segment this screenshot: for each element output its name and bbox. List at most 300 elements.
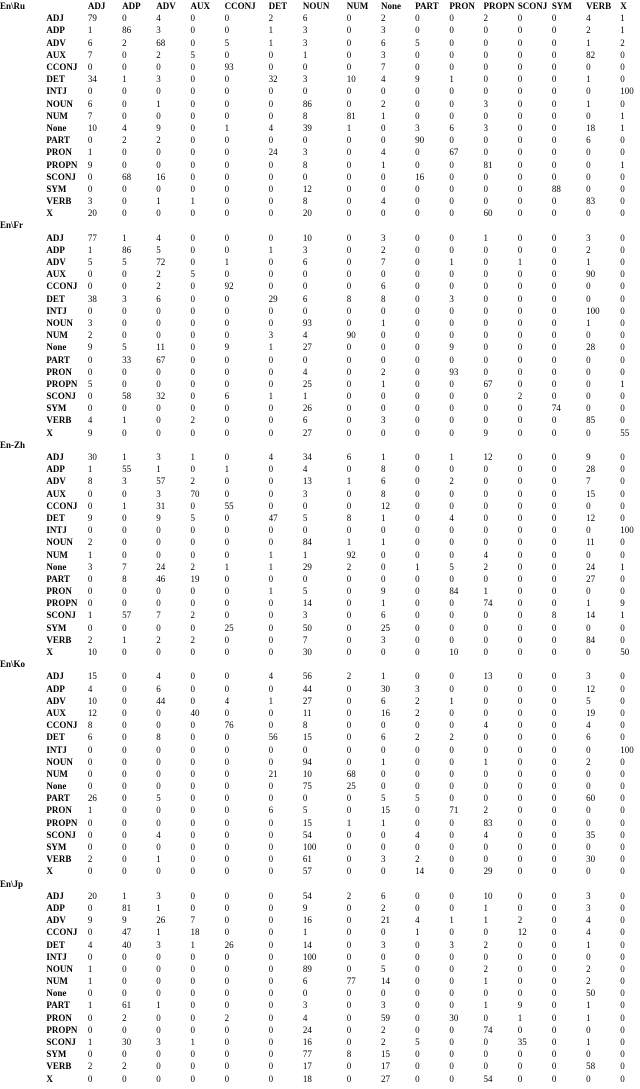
table-cell: 19 bbox=[586, 707, 596, 718]
table-cell: 0 bbox=[449, 537, 454, 548]
table-cell: 0 bbox=[122, 403, 127, 414]
table-cell: 2 bbox=[190, 634, 195, 645]
table-cell: 11 bbox=[302, 707, 312, 718]
table-row bbox=[0, 1036, 640, 1048]
table-cell: 1 bbox=[190, 452, 195, 463]
table-cell: 0 bbox=[483, 1037, 489, 1048]
column-header bbox=[156, 219, 190, 231]
table-cell: 50 bbox=[620, 647, 630, 658]
table-cell: 6 bbox=[224, 391, 230, 402]
row-label: SYM bbox=[46, 842, 67, 853]
column-header: NUM bbox=[346, 1, 369, 12]
table-cell: 3 bbox=[156, 890, 161, 901]
table-cell: 0 bbox=[190, 817, 195, 828]
table-cell: 0 bbox=[380, 768, 386, 779]
table-cell: 0 bbox=[517, 963, 523, 974]
table-cell: 0 bbox=[156, 317, 161, 328]
table-cell: 0 bbox=[190, 963, 195, 974]
table-cell: 0 bbox=[415, 1012, 420, 1023]
table-cell: 5 bbox=[380, 793, 386, 804]
table-cell: 0 bbox=[122, 744, 127, 755]
table-cell: 0 bbox=[551, 1049, 557, 1060]
table-cell: 0 bbox=[517, 951, 523, 962]
table-cell: 4 bbox=[449, 512, 454, 523]
table-cell: 0 bbox=[586, 110, 591, 121]
table-cell: 0 bbox=[551, 1073, 557, 1084]
table-row bbox=[0, 110, 640, 122]
table-cell: 0 bbox=[156, 781, 161, 792]
table-cell: 1 bbox=[483, 756, 489, 767]
table-cell: 0 bbox=[190, 257, 195, 268]
table-cell: 0 bbox=[620, 281, 625, 292]
table-cell: 10 bbox=[87, 122, 97, 133]
table-cell: 0 bbox=[122, 330, 127, 341]
table-cell: 16 bbox=[302, 915, 312, 926]
table-cell: 1 bbox=[268, 244, 274, 255]
header-spacer bbox=[46, 0, 88, 12]
table-cell: 0 bbox=[268, 427, 274, 438]
table-cell: 0 bbox=[190, 135, 195, 146]
table-cell: 0 bbox=[224, 549, 230, 560]
section-header-row bbox=[0, 219, 640, 231]
row-indent bbox=[0, 341, 46, 353]
header-spacer bbox=[46, 439, 88, 451]
table-cell: 68 bbox=[346, 768, 356, 779]
row-indent bbox=[0, 61, 46, 73]
row-indent bbox=[0, 134, 46, 146]
table-row bbox=[0, 475, 640, 487]
table-row bbox=[0, 293, 640, 305]
table-cell: 0 bbox=[380, 403, 386, 414]
row-indent bbox=[0, 817, 46, 829]
table-cell: 0 bbox=[122, 183, 127, 194]
table-cell: 10 bbox=[302, 768, 312, 779]
table-cell: 0 bbox=[449, 573, 454, 584]
table-cell: 0 bbox=[483, 610, 489, 621]
table-cell: 15 bbox=[87, 671, 97, 682]
table-cell: 0 bbox=[483, 988, 489, 999]
table-cell: 0 bbox=[551, 866, 557, 877]
table-cell: 3 bbox=[302, 147, 308, 158]
table-cell: 14 bbox=[415, 866, 425, 877]
table-row bbox=[0, 1024, 640, 1036]
table-cell: 0 bbox=[620, 890, 625, 901]
table-row bbox=[0, 73, 640, 85]
table-cell: 0 bbox=[122, 525, 127, 536]
row-label: CCONJ bbox=[46, 927, 78, 938]
row-label: NUM bbox=[46, 768, 68, 779]
table-cell: 1 bbox=[346, 537, 352, 548]
table-cell: 0 bbox=[346, 988, 352, 999]
column-header bbox=[156, 878, 190, 890]
table-cell: 0 bbox=[224, 403, 230, 414]
table-cell: 0 bbox=[620, 293, 625, 304]
table-cell: 8 bbox=[380, 293, 386, 304]
table-cell: 0 bbox=[483, 744, 489, 755]
table-cell: 0 bbox=[551, 317, 557, 328]
table-row bbox=[0, 122, 640, 134]
table-cell: 2 bbox=[380, 13, 386, 24]
table-cell: 6 bbox=[302, 976, 308, 987]
table-cell: 0 bbox=[449, 951, 454, 962]
table-cell: 0 bbox=[586, 403, 591, 414]
column-header bbox=[225, 878, 269, 890]
table-cell: 6 bbox=[302, 257, 308, 268]
table-cell: 8 bbox=[302, 720, 308, 731]
table-cell: 0 bbox=[268, 854, 274, 865]
table-cell: 0 bbox=[483, 330, 489, 341]
section-header-row bbox=[0, 439, 640, 451]
table-cell: 0 bbox=[190, 537, 195, 548]
table-row bbox=[0, 49, 640, 61]
table-cell: 57 bbox=[302, 866, 312, 877]
table-cell: 0 bbox=[190, 854, 195, 865]
table-cell: 0 bbox=[415, 598, 420, 609]
table-cell: 0 bbox=[586, 525, 591, 536]
table-cell: 60 bbox=[483, 208, 493, 219]
table-cell: 0 bbox=[268, 500, 274, 511]
table-cell: 39 bbox=[302, 122, 312, 133]
table-cell: 0 bbox=[224, 98, 230, 109]
table-cell: 0 bbox=[620, 939, 625, 950]
table-cell: 16 bbox=[415, 171, 425, 182]
table-cell: 0 bbox=[87, 586, 93, 597]
table-cell: 0 bbox=[551, 939, 557, 950]
table-cell: 1 bbox=[156, 98, 161, 109]
table-cell: 0 bbox=[268, 171, 274, 182]
table-row bbox=[0, 37, 640, 49]
table-cell: 0 bbox=[449, 269, 454, 280]
table-cell: 0 bbox=[122, 683, 127, 694]
table-cell: 0 bbox=[620, 902, 625, 913]
table-cell: 0 bbox=[87, 391, 93, 402]
table-cell: 0 bbox=[122, 147, 127, 158]
table-cell: 0 bbox=[346, 257, 352, 268]
table-cell: 30 bbox=[122, 1037, 132, 1048]
row-label: X bbox=[46, 427, 53, 438]
table-cell: 35 bbox=[586, 829, 596, 840]
table-cell: 0 bbox=[190, 866, 195, 877]
table-cell: 0 bbox=[551, 74, 557, 85]
table-cell: 1 bbox=[620, 25, 625, 36]
table-cell: 0 bbox=[268, 86, 274, 97]
table-cell: 0 bbox=[517, 732, 523, 743]
table-cell: 0 bbox=[122, 159, 127, 170]
table-cell: 0 bbox=[122, 1049, 127, 1060]
table-cell: 3 bbox=[586, 232, 591, 243]
table-cell: 0 bbox=[551, 293, 557, 304]
table-cell: 0 bbox=[449, 25, 454, 36]
table-cell: 0 bbox=[346, 915, 352, 926]
table-cell: 0 bbox=[620, 488, 625, 499]
table-cell: 1 bbox=[156, 854, 161, 865]
table-cell: 0 bbox=[551, 695, 557, 706]
table-cell: 1 bbox=[483, 915, 489, 926]
table-cell: 0 bbox=[268, 573, 274, 584]
table-cell: 0 bbox=[224, 232, 230, 243]
column-header bbox=[552, 439, 586, 451]
table-cell: 0 bbox=[586, 586, 591, 597]
row-indent bbox=[0, 171, 46, 183]
table-cell: 0 bbox=[346, 232, 352, 243]
table-cell: 0 bbox=[87, 768, 93, 779]
table-cell: 0 bbox=[346, 793, 352, 804]
table-cell: 0 bbox=[517, 378, 523, 389]
table-cell: 0 bbox=[268, 1012, 274, 1023]
table-cell: 0 bbox=[190, 25, 195, 36]
table-cell: 1 bbox=[380, 512, 386, 523]
table-cell: 0 bbox=[449, 720, 454, 731]
table-cell: 0 bbox=[517, 330, 523, 341]
table-cell: 0 bbox=[87, 573, 93, 584]
table-cell: 0 bbox=[224, 512, 230, 523]
table-cell: 0 bbox=[156, 366, 161, 377]
table-cell: 2 bbox=[620, 37, 625, 48]
table-cell: 0 bbox=[586, 951, 591, 962]
table-cell: 0 bbox=[517, 281, 523, 292]
table-cell: 0 bbox=[449, 86, 454, 97]
table-cell: 0 bbox=[517, 147, 523, 158]
table-cell: 84 bbox=[449, 586, 459, 597]
table-cell: 0 bbox=[517, 49, 523, 60]
table-cell: 0 bbox=[156, 768, 161, 779]
row-indent bbox=[0, 207, 46, 219]
table-cell: 0 bbox=[449, 744, 454, 755]
table-cell: 1 bbox=[87, 1037, 93, 1048]
table-cell: 0 bbox=[224, 1024, 230, 1035]
table-cell: 13 bbox=[483, 671, 493, 682]
table-cell: 0 bbox=[224, 732, 230, 743]
table-cell: 1 bbox=[620, 561, 625, 572]
table-cell: 18 bbox=[586, 122, 596, 133]
row-indent bbox=[0, 402, 46, 414]
table-cell: 0 bbox=[449, 622, 454, 633]
table-row bbox=[0, 329, 640, 341]
table-row bbox=[0, 561, 640, 573]
table-cell: 3 bbox=[483, 98, 489, 109]
table-cell: 0 bbox=[224, 74, 230, 85]
row-indent bbox=[0, 683, 46, 695]
table-cell: 0 bbox=[415, 415, 420, 426]
row-label: DET bbox=[46, 74, 65, 85]
table-cell: 0 bbox=[620, 232, 625, 243]
table-cell: 0 bbox=[346, 86, 352, 97]
table-cell: 0 bbox=[346, 281, 352, 292]
table-row bbox=[0, 24, 640, 36]
table-cell: 0 bbox=[449, 525, 454, 536]
table-cell: 0 bbox=[268, 317, 274, 328]
table-cell: 4 bbox=[87, 683, 93, 694]
table-cell: 0 bbox=[483, 183, 489, 194]
column-header bbox=[620, 219, 640, 231]
row-label: PROPN bbox=[46, 1024, 78, 1035]
table-cell: 0 bbox=[268, 269, 274, 280]
table-cell: 71 bbox=[449, 805, 459, 816]
row-indent bbox=[0, 378, 46, 390]
table-cell: 0 bbox=[346, 208, 352, 219]
table-cell: 4 bbox=[302, 366, 308, 377]
table-cell: 0 bbox=[190, 525, 195, 536]
column-header bbox=[484, 439, 518, 451]
row-label: PROPN bbox=[46, 159, 78, 170]
table-cell: 1 bbox=[586, 1000, 591, 1011]
table-cell: 54 bbox=[302, 890, 312, 901]
table-cell: 10 bbox=[87, 695, 97, 706]
table-cell: 0 bbox=[620, 537, 625, 548]
table-cell: 0 bbox=[268, 793, 274, 804]
table-cell: 0 bbox=[551, 598, 557, 609]
table-cell: 0 bbox=[517, 805, 523, 816]
table-cell: 0 bbox=[87, 183, 93, 194]
table-cell: 0 bbox=[517, 988, 523, 999]
table-cell: 0 bbox=[483, 793, 489, 804]
table-cell: 0 bbox=[268, 208, 274, 219]
table-cell: 0 bbox=[517, 464, 523, 475]
table-cell: 0 bbox=[551, 171, 557, 182]
table-cell: 100 bbox=[620, 86, 634, 97]
table-cell: 1 bbox=[380, 817, 386, 828]
table-cell: 1 bbox=[87, 244, 93, 255]
table-cell: 0 bbox=[620, 1012, 625, 1023]
table-row bbox=[0, 207, 640, 219]
row-indent bbox=[0, 122, 46, 134]
table-cell: 0 bbox=[517, 500, 523, 511]
table-cell: 0 bbox=[620, 500, 625, 511]
table-row bbox=[0, 731, 640, 743]
table-cell: 6 bbox=[302, 293, 308, 304]
table-cell: 0 bbox=[346, 525, 352, 536]
table-cell: 0 bbox=[620, 768, 625, 779]
table-cell: 0 bbox=[302, 573, 308, 584]
table-cell: 0 bbox=[346, 305, 352, 316]
table-cell: 0 bbox=[380, 135, 386, 146]
row-label: AUX bbox=[46, 707, 66, 718]
row-indent bbox=[0, 622, 46, 634]
table-cell: 0 bbox=[268, 196, 274, 207]
table-cell: 6 bbox=[449, 122, 454, 133]
table-cell: 0 bbox=[517, 695, 523, 706]
table-cell: 3 bbox=[415, 122, 420, 133]
table-cell: 3 bbox=[302, 488, 308, 499]
table-cell: 0 bbox=[224, 573, 230, 584]
table-cell: 0 bbox=[517, 317, 523, 328]
table-cell: 0 bbox=[415, 391, 420, 402]
table-cell: 0 bbox=[268, 1000, 274, 1011]
table-cell: 0 bbox=[122, 427, 127, 438]
table-cell: 77 bbox=[302, 1049, 312, 1060]
table-cell: 0 bbox=[224, 756, 230, 767]
table-cell: 1 bbox=[483, 232, 489, 243]
table-cell: 0 bbox=[302, 305, 308, 316]
table-cell: 8 bbox=[87, 720, 93, 731]
table-cell: 2 bbox=[156, 135, 161, 146]
table-cell: 0 bbox=[268, 1024, 274, 1035]
table-cell: 0 bbox=[586, 378, 591, 389]
table-cell: 0 bbox=[346, 342, 352, 353]
table-cell: 4 bbox=[302, 330, 308, 341]
table-cell: 0 bbox=[517, 683, 523, 694]
table-cell: 0 bbox=[449, 391, 454, 402]
table-cell: 0 bbox=[224, 1061, 230, 1072]
table-row bbox=[0, 951, 640, 963]
row-indent bbox=[0, 158, 46, 170]
row-label: SCONJ bbox=[46, 1037, 76, 1048]
table-cell: 24 bbox=[268, 147, 278, 158]
column-header: SYM bbox=[551, 1, 572, 12]
table-cell: 0 bbox=[346, 707, 352, 718]
table-cell: 3 bbox=[380, 939, 386, 950]
table-cell: 0 bbox=[122, 988, 127, 999]
table-cell: 1 bbox=[483, 1000, 489, 1011]
table-row bbox=[0, 890, 640, 902]
table-row bbox=[0, 378, 640, 390]
row-label: VERB bbox=[46, 415, 72, 426]
table-cell: 0 bbox=[224, 890, 230, 901]
table-cell: 0 bbox=[380, 525, 386, 536]
column-header bbox=[269, 219, 303, 231]
table-cell: 0 bbox=[551, 366, 557, 377]
table-cell: 0 bbox=[380, 208, 386, 219]
table-cell: 0 bbox=[517, 159, 523, 170]
column-header: VERB bbox=[586, 1, 612, 12]
table-cell: 20 bbox=[87, 208, 97, 219]
table-cell: 0 bbox=[190, 500, 195, 511]
column-header bbox=[415, 878, 449, 890]
table-cell: 26 bbox=[156, 915, 166, 926]
table-row bbox=[0, 512, 640, 524]
table-row bbox=[0, 98, 640, 110]
table-cell: 0 bbox=[449, 842, 454, 853]
table-cell: 0 bbox=[346, 939, 352, 950]
table-cell: 25 bbox=[346, 781, 356, 792]
table-cell: 0 bbox=[268, 257, 274, 268]
row-indent bbox=[0, 902, 46, 914]
table-cell: 1 bbox=[268, 342, 274, 353]
table-row bbox=[0, 768, 640, 780]
table-cell: 2 bbox=[483, 561, 489, 572]
table-cell: 0 bbox=[156, 842, 161, 853]
table-cell: 1 bbox=[87, 25, 93, 36]
table-cell: 0 bbox=[517, 86, 523, 97]
table-row bbox=[0, 134, 640, 146]
table-cell: 0 bbox=[620, 732, 625, 743]
table-cell: 0 bbox=[87, 756, 93, 767]
table-cell: 0 bbox=[156, 549, 161, 560]
table-cell: 0 bbox=[122, 976, 127, 987]
table-cell: 0 bbox=[517, 354, 523, 365]
table-cell: 0 bbox=[190, 232, 195, 243]
table-cell: 0 bbox=[551, 622, 557, 633]
table-cell: 3 bbox=[156, 939, 161, 950]
table-cell: 3 bbox=[380, 854, 386, 865]
table-cell: 1 bbox=[517, 1012, 523, 1023]
table-cell: 0 bbox=[415, 488, 420, 499]
row-indent bbox=[0, 390, 46, 402]
table-cell: 1 bbox=[620, 13, 625, 24]
column-header bbox=[269, 658, 303, 670]
row-indent bbox=[0, 37, 46, 49]
table-cell: 0 bbox=[551, 1000, 557, 1011]
table-cell: 6 bbox=[380, 37, 386, 48]
table-cell: 0 bbox=[586, 354, 591, 365]
table-cell: 0 bbox=[156, 183, 161, 194]
table-cell: 8 bbox=[380, 488, 386, 499]
row-indent bbox=[0, 853, 46, 865]
table-cell: 0 bbox=[268, 62, 274, 73]
table-cell: 0 bbox=[156, 805, 161, 816]
table-cell: 30 bbox=[380, 683, 390, 694]
table-cell: 0 bbox=[551, 805, 557, 816]
